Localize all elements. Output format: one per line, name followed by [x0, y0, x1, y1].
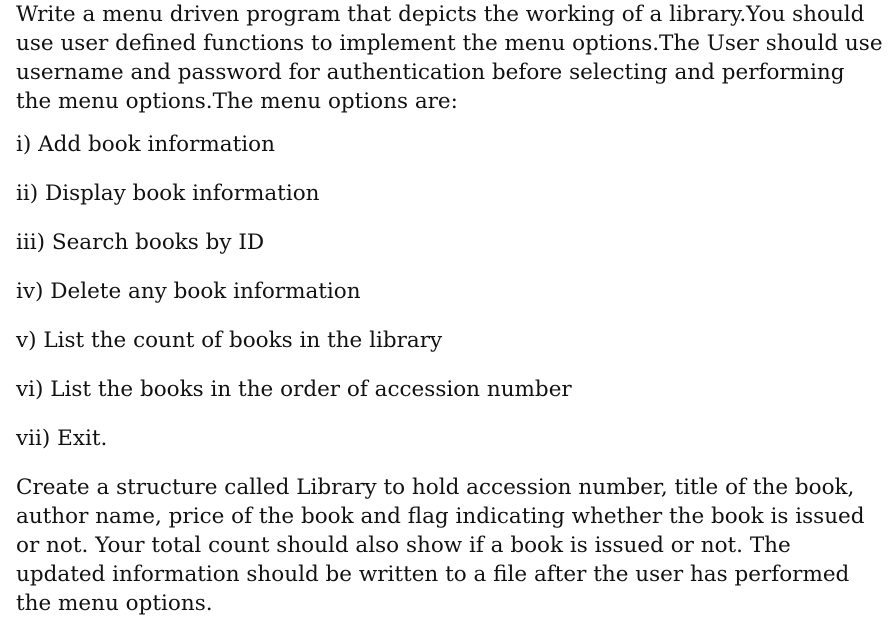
menu-options-list: [16, 130, 884, 453]
menu-option-search: iii) Search books by ID: [16, 230, 265, 255]
menu-option-display: ii) Display book information: [16, 181, 320, 206]
menu-option-count: v) List the count of books in the library: [16, 328, 443, 353]
menu-option-exit: vii) Exit.: [16, 426, 108, 451]
menu-option-add: i) Add book information: [16, 132, 275, 157]
outro-paragraph: Create a structure called Library to hold accession number, title of the book, author name, price of the book and flag indicating whether the book is issued or not. Your total count should also show if a book is issued or not. The updated information should be written to a file after the user has performed the menu options.: [16, 475, 865, 616]
intro-paragraph: Write a menu driven program that depicts the working of a library.You should use user defined functions to implement the menu options.The User should use username and password for authentication before selecting and performing the menu options.The menu options are:: [16, 2, 883, 114]
menu-option-list-sorted: vi) List the books in the order of accession number: [16, 377, 572, 402]
menu-option-delete: iv) Delete any book information: [16, 279, 361, 304]
